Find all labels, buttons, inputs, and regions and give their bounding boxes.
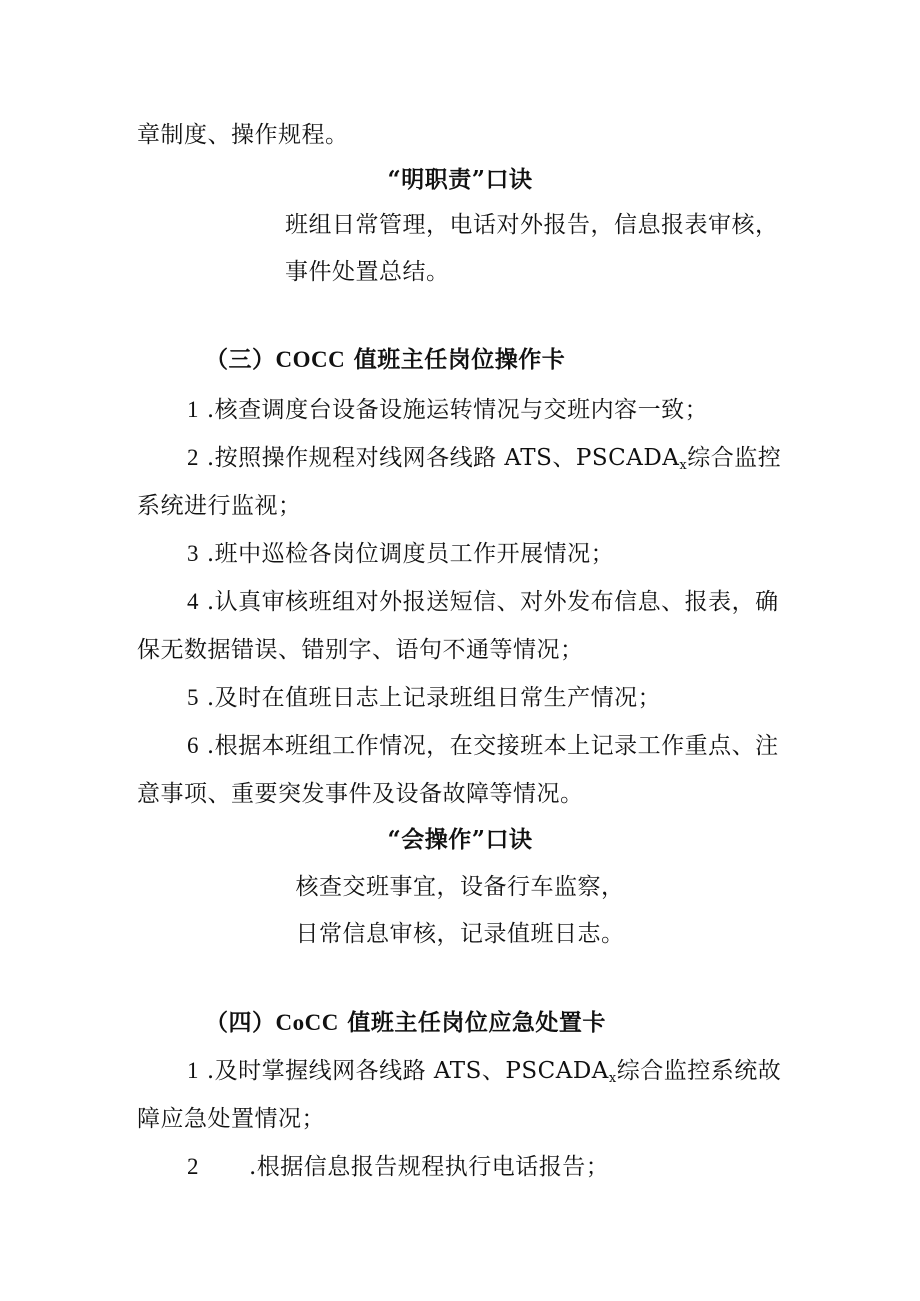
mnemonic-title: “明职责”口诀 (387, 166, 533, 193)
list-item (187, 443, 781, 473)
mnemonic-line: 日常信息审核，记录值班日志。 (295, 921, 625, 947)
section-heading-prefix: （四） (205, 1009, 276, 1036)
mnemonic-line: 班组日常管理，电话对外报告，信息报表审核， (285, 212, 779, 238)
list-item-text: .根据信息报告规程执行电话报告； (249, 1154, 610, 1180)
subscript: x (679, 458, 688, 473)
list-item-text: 综合监控系统故 (616, 1058, 782, 1084)
list-item-number: 4 (187, 589, 199, 614)
section-heading-code: CoCC (275, 1010, 339, 1035)
list-item (187, 683, 661, 713)
list-item-text: .认真审核班组对外报送短信、对外发布信息、报表，确 (206, 589, 779, 615)
list-item-continuation: 系统进行监视； (137, 493, 302, 519)
list-item (187, 1056, 781, 1086)
list-item-text: 综合监控 (687, 445, 782, 471)
list-item-text: .及时掌握线网各线路 ATS、PSCADA (206, 1058, 609, 1084)
subscript: x (608, 1071, 617, 1086)
list-item-text: .按照操作规程对线网各线路 ATS、PSCADA (206, 445, 680, 471)
list-item-number: 1 (187, 1058, 199, 1083)
list-item (187, 539, 614, 569)
mnemonic-line: 核查交班事宜，设备行车监察， (295, 874, 625, 900)
list-item-text: .及时在值班日志上记录班组日常生产情况； (206, 685, 662, 711)
paragraph-tail: 章制度、操作规程。 (137, 122, 349, 148)
list-item-number: 2 (187, 1154, 199, 1179)
section-heading-text: 值班主任岗位应急处置卡 (347, 1009, 606, 1036)
list-item-text: .核查调度台设备设施运转情况与交班内容一致； (206, 397, 709, 423)
list-item (187, 1152, 609, 1182)
list-item (187, 395, 708, 425)
section-heading-prefix: （三） (205, 346, 276, 373)
list-item-number: 6 (187, 733, 199, 758)
list-item-number: 5 (187, 685, 199, 710)
section-heading-text: 值班主任岗位操作卡 (353, 346, 566, 373)
mnemonic-title: “会操作”口诀 (387, 826, 533, 853)
mnemonic-line: 事件处置总结。 (285, 259, 450, 285)
list-item-continuation: 保无数据错误、错别字、语句不通等情况； (137, 637, 584, 663)
list-item-number: 3 (187, 541, 199, 566)
list-item (187, 731, 779, 761)
section-heading-code: COCC (275, 347, 346, 372)
list-item (187, 587, 779, 617)
list-item-continuation: 意事项、重要突发事件及设备故障等情况。 (137, 781, 584, 807)
list-item-text: .班中巡检各岗位调度员工作开展情况； (206, 541, 615, 567)
list-item-number: 1 (187, 397, 199, 422)
list-item-continuation: 障应急处置情况； (137, 1106, 325, 1132)
list-item-text: .根据本班组工作情况，在交接班本上记录工作重点、注 (206, 733, 779, 759)
section-heading (205, 1008, 606, 1038)
section-heading (205, 345, 565, 375)
list-item-number: 2 (187, 445, 199, 470)
